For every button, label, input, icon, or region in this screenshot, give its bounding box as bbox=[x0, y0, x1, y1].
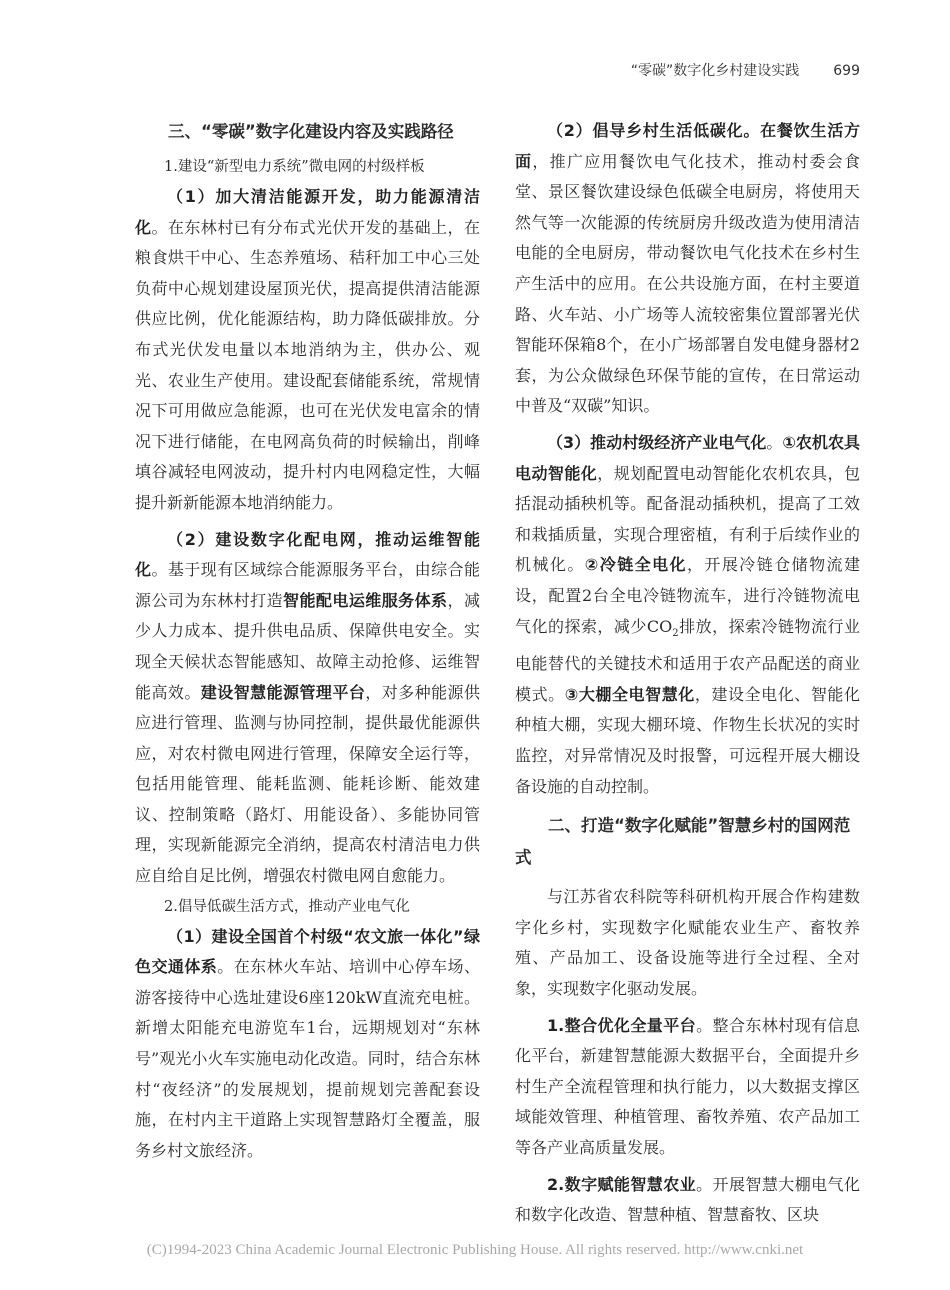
bold-term: ②冷链全电化 bbox=[584, 555, 687, 575]
copyright-footer: (C)1994-2023 China Academic Journal Electronic Publishing House. All rights reserved. http://www.cnki.net bbox=[146, 1242, 804, 1258]
paragraph-text: ，建设全电化、智能化种植大棚，实现大棚环境、作物生长状况的实时监控，对异常情况及时报警，可远程开展大棚设备设施的自动控制。 bbox=[515, 684, 860, 796]
bold-term: ③大棚全电智慧化 bbox=[564, 684, 695, 704]
paragraph-text: 。开展智慧大棚电气化和数字化改造、智慧种植、智慧畜牧、区块 bbox=[515, 1174, 860, 1225]
subheading-1: 1.建设“新型电力系统”微电网的村级样板 bbox=[164, 159, 425, 175]
section-title-2: 二、打造“数字化赋能”智慧乡村的国网范式 bbox=[515, 816, 851, 868]
paragraph-lead: 2.数字赋能智慧农业 bbox=[547, 1174, 697, 1194]
bold-term: 智能配电运维服务体系 bbox=[283, 590, 448, 610]
paragraph-text: 。 bbox=[766, 432, 783, 452]
paragraph-lead: （3）推动村级经济产业电气化 bbox=[547, 432, 767, 452]
paragraph-text: ，减少人力成本、提升供电品质、保障供电安全。实现全天候状态智能感知、故障主动抢修、运维智能高效。 bbox=[135, 590, 480, 702]
paragraph-smart-agriculture bbox=[515, 1170, 860, 1231]
running-header bbox=[631, 60, 860, 80]
bold-term: ①农机农具电动智能化 bbox=[515, 432, 860, 483]
paragraph-text: ，开展冷链仓储物流建设，配置2台全电冷链物流车，进行冷链物流电气化的探索，减少CO bbox=[515, 555, 860, 636]
left-column bbox=[135, 116, 480, 1166]
journal-article-title: “零碳”数字化乡村建设实践 bbox=[630, 63, 800, 79]
paragraph-text: 。在东林村已有分布式光伏开发的基础上，在粮食烘干中心、生态养殖场、秸秆加工中心三处负荷中心规划建设屋顶光伏，提高提供清洁能源供应比例，优化能源结构，助力降低碳排放。分布式光伏发电量以本地消纳为主，供办公、观光、农业生产使用。建设配套储能系统，常规情况下可用做应急能源，也可在光伏发电富余的情况下进行储能，在电网高负荷的时候输出，削峰填谷减轻电网波动，提升村内电网稳定性，大幅提升新新能源本地消纳能力。 bbox=[135, 217, 480, 512]
subheading-2: 2.倡导低碳生活方式，推动产业电气化 bbox=[164, 898, 410, 915]
paragraph-text: 。整合东林村现有信息化平台，新建智慧能源大数据平台，全面提升乡村生产全流程管理和执行能力，以大数据支撑区域能效管理、种植管理、畜牧养殖、农产品加工等各产业高质量发展。 bbox=[515, 1015, 860, 1157]
paragraph-text: ，对多种能源供应进行管理、监测与协同控制，提供最优能源供应，对农村微电网进行管理，保障安全运行等，包括用能管理、能耗监测、能耗诊断、能效建议、控制策略（路灯、用能设备）、多能协同管理，实现新能源完全消纳，提高农村清洁电力供应自给自足比例，增强农村微电网自愈能力。 bbox=[135, 682, 480, 886]
paragraph-lead: （2）建设数字化配电网，推动运维智能化 bbox=[135, 529, 480, 580]
paragraph-text: 。基于现有区域综合能源服务平台，由综合能源公司为东林村打造 bbox=[135, 560, 480, 610]
paragraph-electrification bbox=[515, 428, 860, 802]
paragraph-text: ，推广应用餐饮电气化技术，推动村委会食堂、景区餐饮建设绿色低碳全电厨房，将使用天然气等一次能源的传统厨房升级改造为使用清洁电能的全电厨房，带动餐饮电气化技术在乡村生产生活中的应用。在公共设施方面，在村主要道路、火车站、小广场等人流较密集位置部署光伏智能环保箱8个，在小广场部署自发电健身器材2套，为公众做绿色环保节能的宣传，在日常运动中普及“双碳”知识。 bbox=[515, 151, 860, 416]
paragraph-text: 排放，探索冷链物流行业电能替代的关键技术和适用于农产品配送的商业模式。 bbox=[515, 616, 860, 704]
paragraph-low-carbon-life bbox=[515, 116, 860, 422]
paragraph-clean-energy bbox=[135, 182, 480, 519]
paragraph-lead: （2）倡导乡村生活低碳化。在餐饮生活方面 bbox=[515, 121, 860, 171]
paragraph-lead: （1）加大清洁能源开发，助力能源清洁化 bbox=[135, 187, 480, 237]
right-column bbox=[515, 116, 860, 1231]
paragraph-text: ，规划配置电动智能化农机农具，包括混动插秧机等。配备混动插秧机，提高了工效和栽插质量，实现合理密植，有利于后续作业的机械化。 bbox=[515, 463, 860, 575]
paragraph-cooperation: 与江苏省农科院等科研机构开展合作构建数字化乡村，实现数字化赋能农业生产、畜牧养殖、产品加工、设备设施等进行全过程、全对象，实现数字化驱动发展。 bbox=[515, 887, 860, 999]
paragraph-text: 。在东林火车站、培训中心停车场、游客接待中心选址建设6座120kW直流充电桩。新增太阳能充电游览车1台，远期规划对“东林号”观光小火车实施电动化改造。同时，结合东林村“夜经济”的发展规划，提前规划完善配套设施，在村内主干道路上实现智慧路灯全覆盖，服务乡村文旅经济。 bbox=[135, 957, 480, 1160]
bold-term: 建设智慧能源管理平台 bbox=[200, 682, 366, 702]
paragraph-green-transport bbox=[135, 922, 480, 1167]
paragraph-platform bbox=[515, 1011, 860, 1164]
page-number: 699 bbox=[833, 63, 860, 79]
paragraph-digital-grid bbox=[135, 525, 480, 892]
paragraph-lead: （1）建设全国首个村级“农文旅一体化”绿色交通体系 bbox=[135, 926, 480, 977]
subscript: 2 bbox=[672, 627, 679, 639]
paragraph-lead: 1.整合优化全量平台 bbox=[547, 1015, 697, 1035]
section-title-3: 三、“零碳”数字化建设内容及实践路径 bbox=[168, 122, 454, 141]
